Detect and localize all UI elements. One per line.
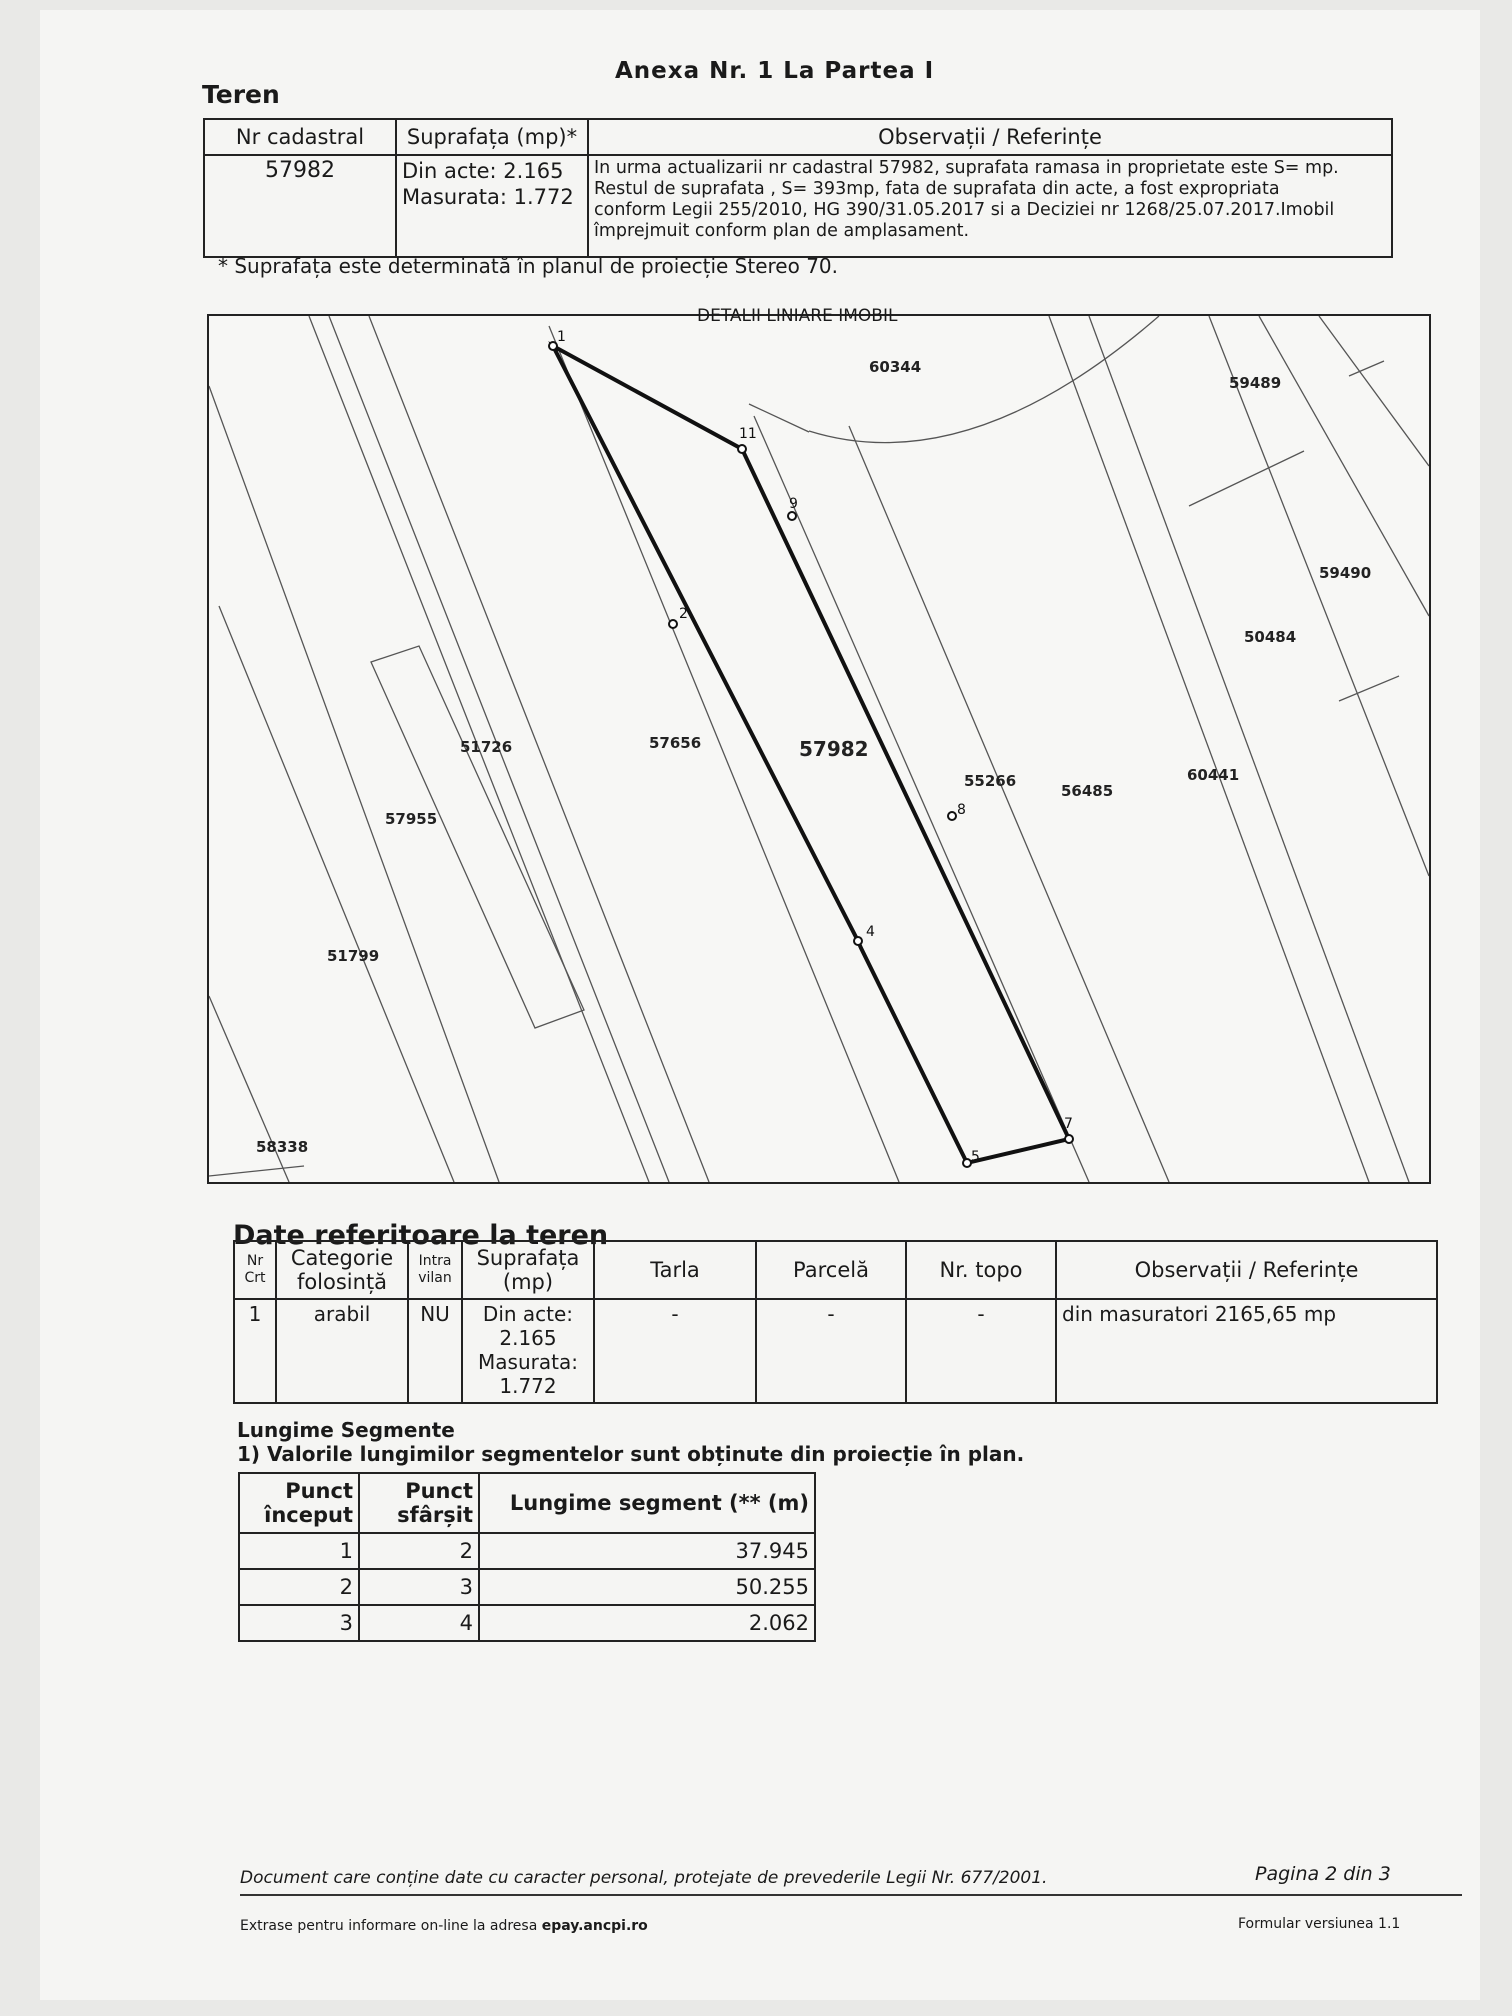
suprafata-acte: Din acte: 2.165 <box>402 159 564 183</box>
observatii-line: In urma actualizarii nr cadastral 57982, suprafata ramasa in proprietate este S= mp. <box>594 158 1339 178</box>
suprafata-acte-value: 2.165 <box>499 1326 557 1350</box>
footer-extract <box>240 1918 648 1934</box>
footer-disclaimer: Document care conține date cu caracter personal, protejate de prevederile Legii Nr. 677/2001. <box>240 1868 1048 1888</box>
cell-nr-cadastral: 57982 <box>204 155 396 257</box>
point-label: 7 <box>1064 1116 1073 1132</box>
cell-suprafata <box>462 1299 594 1403</box>
page-number: Pagina 2 din 3 <box>1255 1863 1391 1885</box>
parcel-label: 55266 <box>964 772 1017 790</box>
cell-nr-topo: - <box>906 1299 1056 1403</box>
parcel-label: 59490 <box>1319 564 1372 582</box>
table-row <box>239 1533 815 1569</box>
cell-suprafata <box>396 155 588 257</box>
cell-observatii: din masuratori 2165,65 mp <box>1056 1299 1437 1403</box>
point-label: 2 <box>679 606 688 622</box>
cell-tarla: - <box>594 1299 756 1403</box>
point-label: 4 <box>866 924 875 940</box>
annex-title: Anexa Nr. 1 La Partea I <box>615 58 935 84</box>
suprafata-masurata: Masurata: 1.772 <box>402 185 574 209</box>
observatii-line: conform Legii 255/2010, HG 390/31.05.2017 si a Deciziei nr 1268/25.07.2017.Imobil <box>594 200 1335 220</box>
header-punct-sfarsit: Punct sfârșit <box>359 1473 479 1533</box>
header-nr-crt: Nr Crt <box>234 1241 276 1299</box>
suprafata-masurata-label: Masurata: <box>478 1350 578 1374</box>
segmente-note: 1) Valorile lungimilor segmentelor sunt obținute din proiecție în plan. <box>237 1442 1025 1466</box>
header-tarla: Tarla <box>594 1241 756 1299</box>
date-teren-title: Date referitoare la teren <box>233 1220 609 1251</box>
header-intravilan: Intra vilan <box>408 1241 462 1299</box>
suprafata-acte-label: Din acte: <box>482 1302 574 1326</box>
cell-length: 50.255 <box>479 1569 815 1605</box>
cell-end: 2 <box>359 1533 479 1569</box>
footer-divider <box>240 1894 1462 1896</box>
segmente-table <box>238 1472 816 1642</box>
cell-length: 2.062 <box>479 1605 815 1641</box>
cell-start: 1 <box>239 1533 359 1569</box>
table-row <box>239 1569 815 1605</box>
parcel-label: 51726 <box>460 738 513 756</box>
extract-prefix: Extrase pentru informare on-line la adresa <box>240 1918 538 1934</box>
map-drawing <box>209 316 1429 1182</box>
segmente-title: Lungime Segmente <box>237 1418 455 1442</box>
table-row <box>239 1605 815 1641</box>
cell-end: 3 <box>359 1569 479 1605</box>
footnote: * Suprafața este determinată în planul de proiecție Stereo 70. <box>218 254 839 278</box>
parcel-map <box>207 314 1431 1184</box>
form-version: Formular versiunea 1.1 <box>1238 1916 1401 1932</box>
parcel-label: 51799 <box>327 947 380 965</box>
teren-table <box>203 118 1393 258</box>
parcel-label: 57656 <box>649 734 702 752</box>
parcel-label: 58338 <box>256 1138 309 1156</box>
cell-intravilan: NU <box>408 1299 462 1403</box>
suprafata-masurata-value: 1.772 <box>499 1374 557 1398</box>
cell-length: 37.945 <box>479 1533 815 1569</box>
parcel-label: 56485 <box>1061 782 1114 800</box>
map-title: DETALII LINIARE IMOBIL <box>697 306 898 326</box>
cell-nr: 1 <box>234 1299 276 1403</box>
parcel-label: 50484 <box>1244 628 1297 646</box>
cell-start: 3 <box>239 1605 359 1641</box>
observatii-line: Restul de suprafata , S= 393mp, fata de suprafata din acte, a fost expropriata <box>594 179 1280 199</box>
header-parcela: Parcelă <box>756 1241 906 1299</box>
point-label: 11 <box>739 426 757 442</box>
header-observatii: Observații / Referințe <box>1056 1241 1437 1299</box>
header-categorie: Categorie folosință <box>276 1241 408 1299</box>
point-label: 8 <box>957 802 966 818</box>
point-label: 1 <box>557 329 566 345</box>
header-suprafata: Suprafața (mp)* <box>396 119 588 155</box>
point-label: 5 <box>971 1149 980 1165</box>
header-nr-cadastral: Nr cadastral <box>204 119 396 155</box>
header-lungime: Lungime segment (** (m) <box>479 1473 815 1533</box>
cell-start: 2 <box>239 1569 359 1605</box>
header-suprafata: Suprafața (mp) <box>462 1241 594 1299</box>
section-heading-teren: Teren <box>202 80 280 109</box>
segmente-heading <box>237 1418 1024 1466</box>
cell-observatii <box>588 155 1392 257</box>
point-label: 9 <box>789 496 798 512</box>
parcel-label-main: 57982 <box>799 737 869 761</box>
parcel-label: 57955 <box>385 810 438 828</box>
header-punct-inceput: Punct început <box>239 1473 359 1533</box>
parcel-label: 60344 <box>869 358 922 376</box>
cell-parcela: - <box>756 1299 906 1403</box>
cell-end: 4 <box>359 1605 479 1641</box>
cell-categorie: arabil <box>276 1299 408 1403</box>
date-teren-table <box>233 1240 1438 1404</box>
header-nr-topo: Nr. topo <box>906 1241 1056 1299</box>
observatii-line: împrejmuit conform plan de amplasament. <box>594 221 970 241</box>
parcel-label: 59489 <box>1229 374 1282 392</box>
header-observatii: Observații / Referințe <box>588 119 1392 155</box>
extract-site-link[interactable]: epay.ancpi.ro <box>541 1918 648 1934</box>
parcel-label: 60441 <box>1187 766 1240 784</box>
